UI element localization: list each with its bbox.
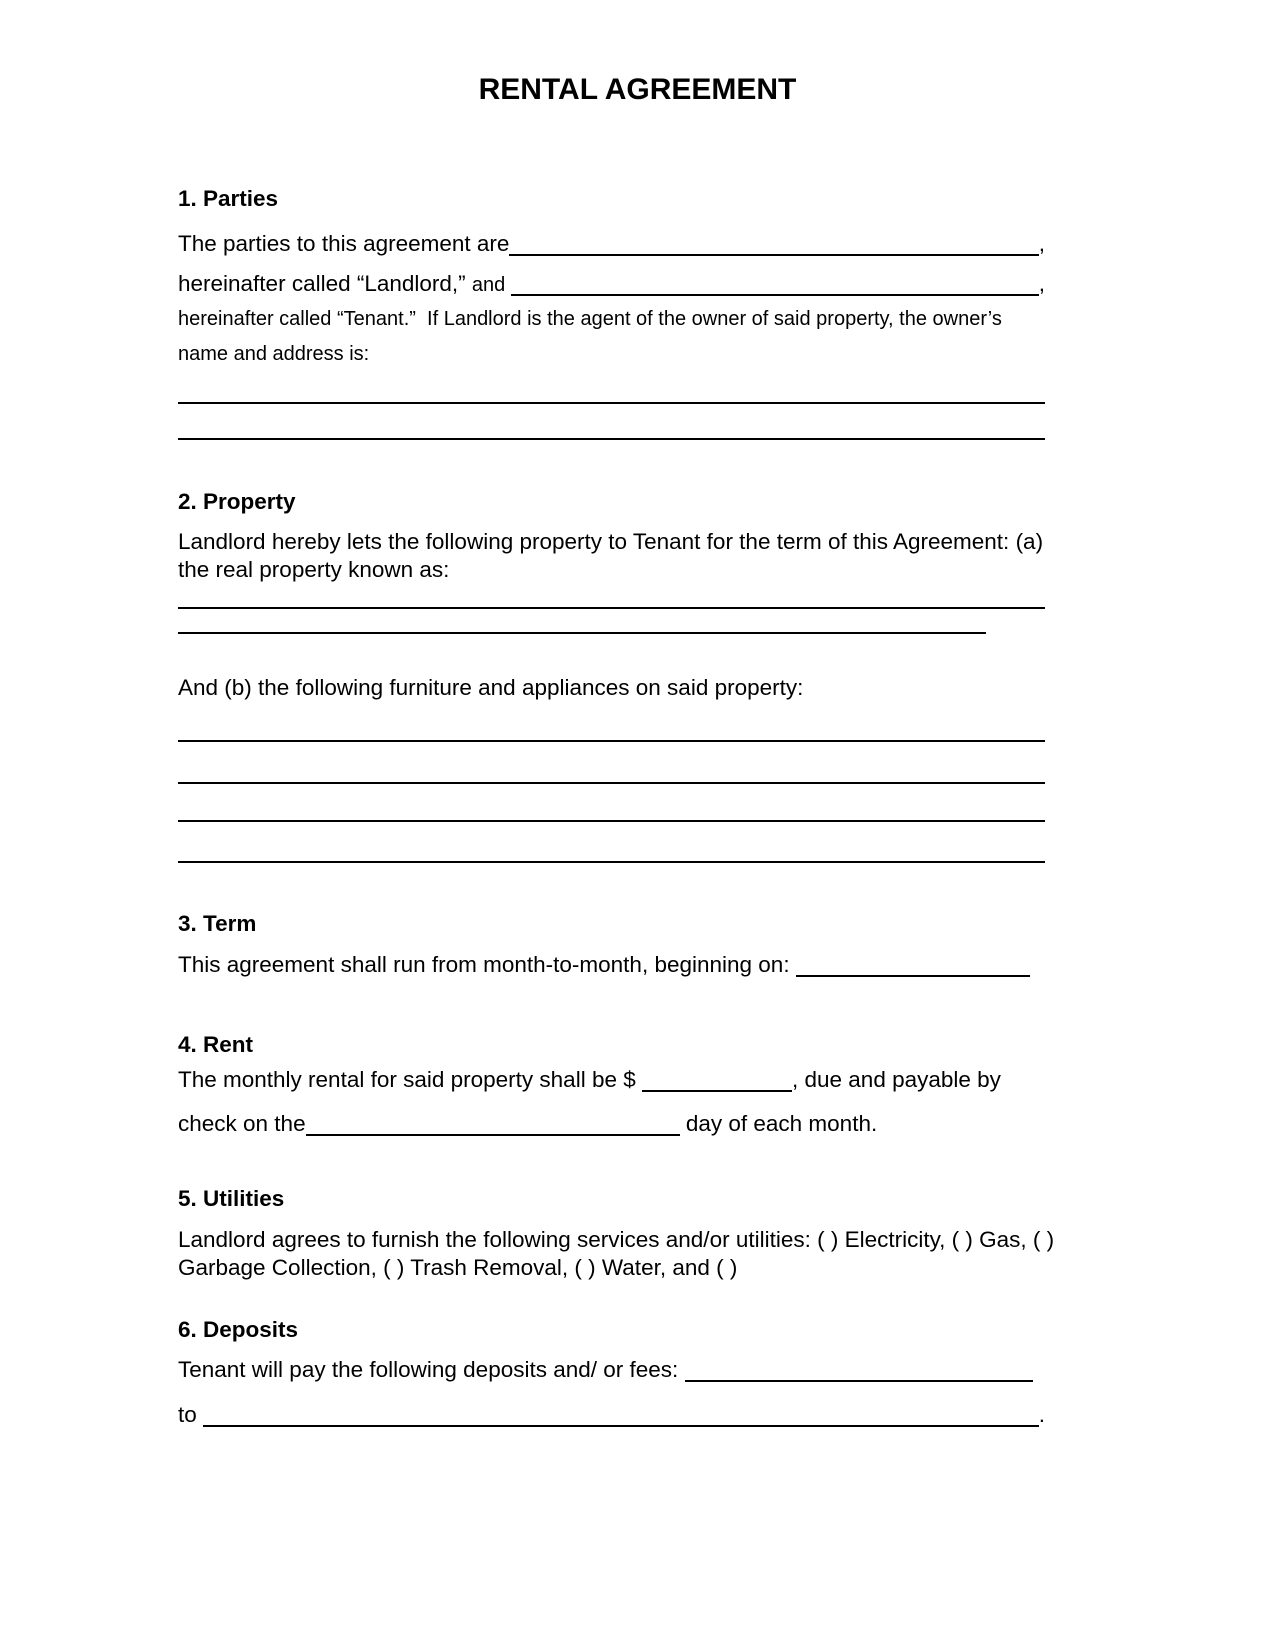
monthly-rent-blank <box>642 1086 792 1092</box>
rent-line-1-before: The monthly rental for said property shall be $ <box>178 1067 642 1092</box>
rent-heading <box>178 1034 1045 1057</box>
real-property-blank-1 <box>178 607 1045 609</box>
property-intro-line-1-text: Landlord hereby lets the following property to Tenant for the term of this Agreement: (a) <box>178 529 1044 554</box>
parties-line-4 <box>178 344 1045 364</box>
rent-heading-text: 4. Rent <box>178 1032 254 1057</box>
property-heading <box>178 491 1045 514</box>
parties-line-1 <box>178 233 1045 256</box>
rent-line-1-after: , due and payable by <box>792 1067 1001 1092</box>
property-heading-text: 2. Property <box>178 489 296 514</box>
parties-line-2-and: and <box>471 274 511 296</box>
furniture-intro-text: And (b) the following furniture and appliances on said property: <box>178 675 804 700</box>
deposits-heading-text: 6. Deposits <box>178 1317 299 1342</box>
parties-heading-text: 1. Parties <box>178 186 279 211</box>
property-intro-line-1 <box>178 531 1045 554</box>
deposits-line-1 <box>178 1359 1033 1382</box>
deposits-line-2-before: to <box>178 1402 204 1427</box>
furniture-blank-1 <box>178 740 1045 742</box>
term-beginning-date-blank <box>796 971 1030 977</box>
tenant-name-blank <box>511 290 1039 296</box>
owner-address-blank-1 <box>178 402 1045 404</box>
parties-line-3 <box>178 309 1045 329</box>
term-line <box>178 954 1030 977</box>
utilities-line-1-text: Landlord agrees to furnish the following services and/or utilities: ( ) Electricity, ( ) Gas, ( ) <box>178 1227 1055 1252</box>
landlord-name-blank <box>509 250 1038 256</box>
utilities-heading-text: 5. Utilities <box>178 1186 285 1211</box>
parties-line-2 <box>178 273 1045 296</box>
rent-line-2-after: day of each month. <box>679 1111 878 1136</box>
deposits-heading <box>178 1319 1045 1342</box>
parties-line-1-comma: , <box>1038 231 1045 256</box>
deposits-line-1-before: Tenant will pay the following deposits and/ or fees: <box>178 1357 685 1382</box>
parties-line-3-text: hereinafter called “Tenant.” If Landlord is the agent of the owner of said property, the owner’s <box>178 308 1002 330</box>
term-heading <box>178 913 1045 936</box>
rent-line-1 <box>178 1069 1045 1092</box>
parties-line-1-text: The parties to this agreement are <box>178 231 510 256</box>
parties-line-4-text: name and address is: <box>178 343 370 365</box>
parties-line-2-text: hereinafter called “Landlord,” <box>178 271 472 296</box>
page-title-text: RENTAL AGREEMENT <box>478 73 797 106</box>
utilities-line-2 <box>178 1257 1045 1280</box>
rent-line-2 <box>178 1113 1045 1136</box>
deposit-fees-blank <box>685 1376 1033 1382</box>
utilities-heading <box>178 1188 1045 1211</box>
utilities-line-2-text: Garbage Collection, ( ) Trash Removal, ( ) Water, and ( ) <box>178 1255 738 1280</box>
deposits-line-2 <box>178 1404 1045 1427</box>
due-day-blank <box>306 1130 680 1136</box>
property-intro-line-2 <box>178 559 1045 582</box>
deposits-line-2-period: . <box>1038 1402 1045 1427</box>
furniture-intro-line <box>178 677 1045 700</box>
furniture-blank-3 <box>178 820 1045 822</box>
term-heading-text: 3. Term <box>178 911 257 936</box>
term-line-text: This agreement shall run from month-to-month, beginning on: <box>178 952 796 977</box>
owner-address-blank-2 <box>178 438 1045 440</box>
real-property-blank-2 <box>178 632 986 634</box>
parties-heading <box>178 188 1045 211</box>
furniture-blank-4 <box>178 861 1045 863</box>
deposit-paid-to-blank <box>203 1421 1039 1427</box>
utilities-line-1 <box>178 1227 1055 1252</box>
furniture-blank-2 <box>178 782 1045 784</box>
parties-line-2-comma: , <box>1038 271 1045 296</box>
page-title <box>0 75 1275 105</box>
rent-line-2-before: check on the <box>178 1111 306 1136</box>
property-intro-line-2-text: the real property known as: <box>178 557 450 582</box>
